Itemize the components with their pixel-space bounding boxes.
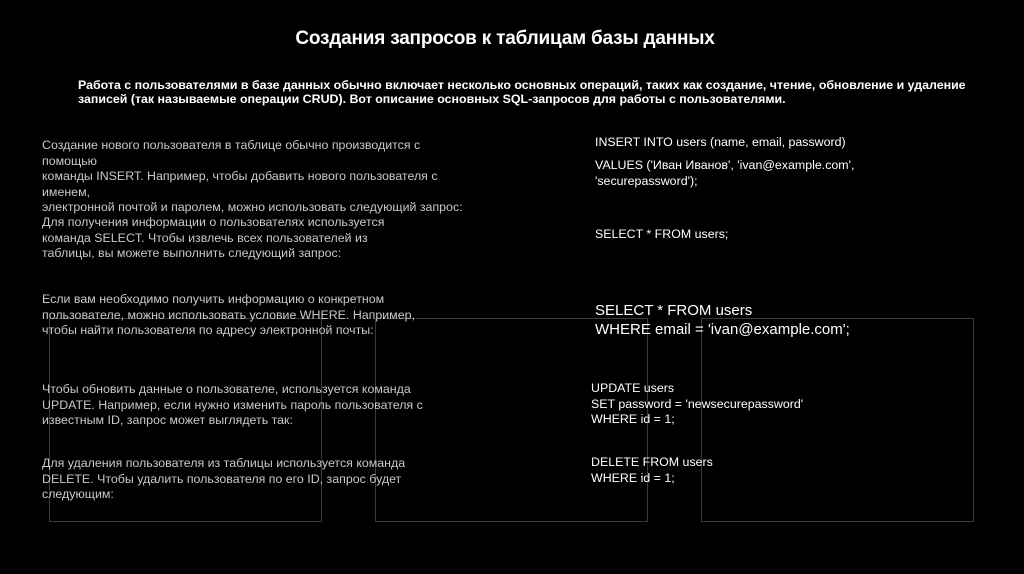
select-code: SELECT * FROM users;: [595, 227, 729, 241]
select-where-code: SELECT * FROM users WHERE email = 'ivan@example.com';: [595, 302, 850, 338]
update-description: Чтобы обновить данные о пользователе, используется команда UPDATE. Например, если нужно изменить пароль пользователя с известным ID, запрос может выглядеть так:: [42, 382, 423, 427]
page-title: Создания запросов к таблицам базы данных: [295, 28, 715, 49]
insert-code-line2: VALUES ('Иван Иванов', 'ivan@example.com', 'securepassword');: [595, 158, 855, 188]
delete-description: Для удаления пользователя из таблицы используется команда DELETE. Чтобы удалить пользователя по его ID, запрос будет следующим:: [42, 456, 406, 501]
intro-text: Работа с пользователями в базе данных обычно включает несколько основных операций, таких как создание, чтение, обновление и удаление записей (так называемые операции CRUD). Вот описание основных SQL-запросов для работы с пользователями.: [78, 78, 966, 106]
update-code: UPDATE users SET password = 'newsecurepassword' WHERE id = 1;: [591, 381, 804, 426]
insert-code-line1: INSERT INTO users (name, email, password): [595, 135, 846, 149]
insert-description: Создание нового пользователя в таблице обычно производится с помощью команды INSERT. Например, чтобы добавить нового пользователя с именем, электронной почтой и паролем, можно использовать следующий запрос:: [42, 138, 463, 214]
delete-code: DELETE FROM users WHERE id = 1;: [591, 455, 713, 485]
select-where-description: Если вам необходимо получить информацию о конкретном пользователе, можно использовать условие WHERE. Например, чтобы найти пользователя по адресу электронной почты:: [42, 292, 415, 337]
select-description: Для получения информации о пользователях используется команда SELECT. Чтобы извлечь всех пользователей из таблицы, вы можете выполнить следующий запрос:: [42, 215, 385, 260]
